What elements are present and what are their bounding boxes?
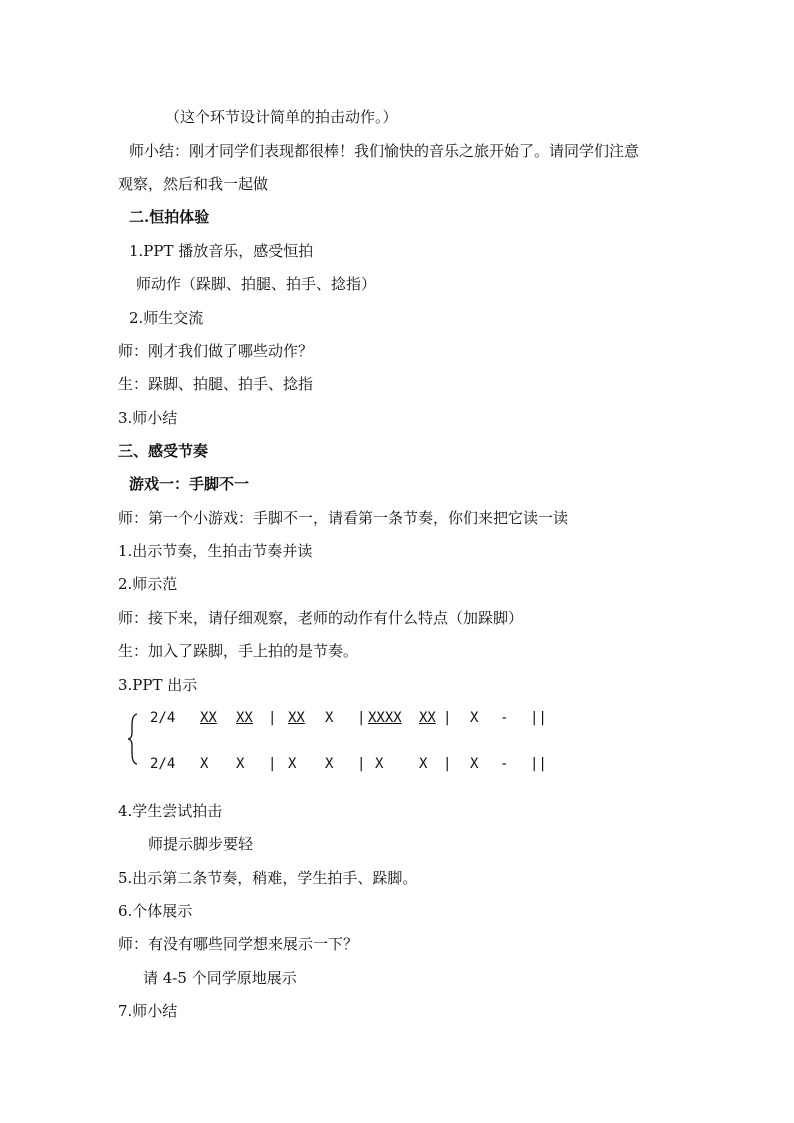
text-line: 5.出示第二条节奏，稍难，学生拍手、跺脚。 — [118, 869, 418, 887]
text-line: 6.个体展示 — [118, 902, 193, 920]
text-line: 请 4-5 个同学原地展示 — [143, 969, 297, 987]
text-line: 观察，然后和我一起做 — [118, 175, 269, 193]
text-line: 3.PPT 出示 — [118, 676, 198, 694]
rhythm-note: XX — [200, 710, 217, 726]
bar-line: | — [357, 710, 366, 726]
text-line: 4.学生尝试拍击 — [118, 802, 223, 820]
time-signature: 2/4 — [150, 756, 176, 772]
rhythm-note: X — [236, 756, 245, 772]
text-line: 1.PPT 播放音乐，感受恒拍 — [129, 242, 314, 260]
text-line: 7.师小结 — [118, 1002, 178, 1020]
text-line: 2.师生交流 — [129, 309, 204, 327]
bar-line: | — [357, 756, 366, 772]
rhythm-note: X — [325, 756, 334, 772]
rhythm-note: X — [470, 756, 479, 772]
text-line: 师小结：刚才同学们表现都很棒！我们愉快的音乐之旅开始了。请同学们注意 — [129, 142, 640, 160]
end-bar-line: || — [530, 710, 547, 726]
text-line: 师：接下来，请仔细观察，老师的动作有什么特点（加跺脚） — [118, 609, 524, 627]
text-line: （这个环节设计简单的拍击动作。） — [165, 108, 398, 126]
bar-line: | — [443, 756, 452, 772]
section-heading: 三、感受节奏 — [118, 442, 209, 460]
text-line: 3.师小结 — [118, 409, 178, 427]
text-line: 生：跺脚、拍腿、拍手、捻指 — [118, 375, 314, 393]
rhythm-note: XXXX — [368, 710, 402, 726]
text-line: 师：有没有哪些同学想来展示一下？ — [118, 935, 359, 953]
rhythm-note: X — [200, 756, 209, 772]
text-line: 师动作（跺脚、拍腿、拍手、捻指） — [136, 275, 377, 293]
text-line: 师提示脚步要轻 — [148, 835, 254, 853]
rhythm-note: XX — [419, 710, 436, 726]
rhythm-note: X — [288, 756, 297, 772]
section-heading: 二.恒拍体验 — [129, 208, 210, 226]
text-line: 1.出示节奏，生拍击节奏并读 — [118, 542, 313, 560]
text-line: 师：第一个小游戏：手脚不一，请看第一条节奏，你们来把它读一读 — [118, 509, 569, 527]
time-signature: 2/4 — [150, 710, 176, 726]
end-bar-line: || — [530, 756, 547, 772]
rhythm-note: X — [325, 710, 334, 726]
rhythm-note: X — [419, 756, 428, 772]
bar-line: | — [268, 756, 277, 772]
rest-dash: - — [500, 756, 509, 772]
bar-line: | — [443, 710, 452, 726]
rest-dash: - — [500, 710, 509, 726]
rhythm-note: XX — [288, 710, 305, 726]
text-line: 2.师示范 — [118, 575, 178, 593]
score-brace — [128, 713, 138, 765]
bar-line: | — [268, 710, 277, 726]
rhythm-note: X — [375, 756, 384, 772]
text-line: 生：加入了跺脚，手上拍的是节奏。 — [118, 642, 359, 660]
rhythm-note: X — [470, 710, 479, 726]
subsection-heading: 游戏一：手脚不一 — [129, 475, 250, 493]
text-line: 师：刚才我们做了哪些动作？ — [118, 342, 314, 360]
rhythm-note: XX — [236, 710, 253, 726]
